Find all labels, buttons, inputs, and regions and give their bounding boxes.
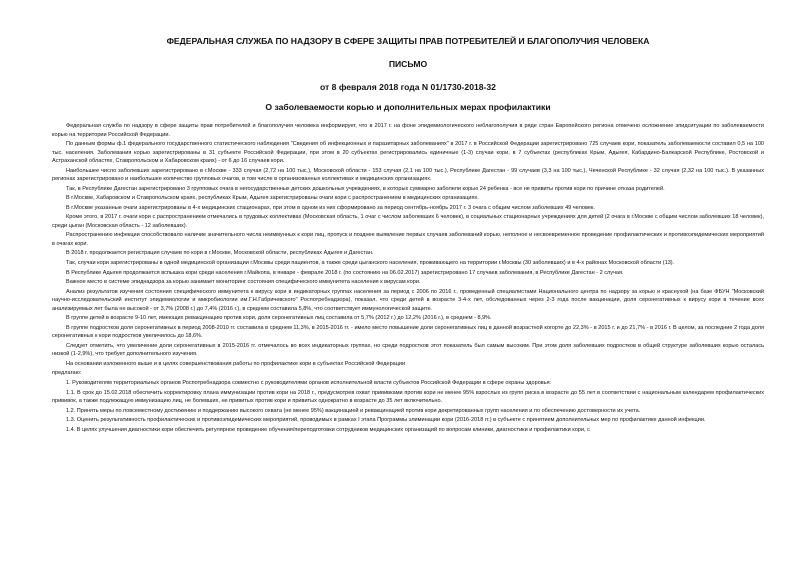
paragraph: В группе подростков доля серонегативных в период 2008-2010 гг. составила в среднем 11,3%, в 2015-2016 гг. - имело место повышение доли серонегативных лиц в данной возрастной когорте до 22,3% - в 2015 г. и до 21,7% - в 2016 г. В целом, за последние 2 года доля серонегативных к кори подростков увеличилось до 18,6%.: [52, 324, 764, 340]
paragraph: Распространению инфекции способствовало наличие значительного числа неиммунных к кори лиц, пропуск и позднее выявление первых случаев заболеваний корью, неполное и несвоевременное проведение профилактических и противоэпидемических мероприятий в очагах кори.: [52, 232, 764, 247]
paragraph: Так, в Республике Дагестан зарегистрировано 3 групповых очага в негосударственных детских дошкольных учреждениях, в которых суммарно заболели корью 24 ребенка - все не привиты против кори по причине отказа родителей.: [66, 185, 665, 192]
document-subject: О заболеваемости корью и дополнительных мерах профилактики: [265, 101, 551, 112]
agency-heading: ФЕДЕРАЛЬНАЯ СЛУЖБА ПО НАДЗОРУ В СФЕРЕ ЗАЩИТЫ ПРАВ ПОТРЕБИТЕЛЕЙ И БЛАГОПОЛУЧИЯ ЧЕЛОВЕКА: [166, 36, 650, 46]
paragraph: В 2018 г. продолжается регистрация случаев по кори в г.Москве, Московской области, республиках Адыгея и Дагестан.: [66, 250, 374, 257]
paragraph: 1.1. В срок до 15.02.2018 обеспечить корректировку плана иммунизации против кори на 2018 г., предусмотрев охват прививками против кори не менее 95% взрослых из групп риска в возрасте до 55 лет в соответствии с национальным календарем профилактических прививок, а также подлежащую иммунизацию лиц, не болевших, не привитых против кори и привитых однократно в возрасте до 35 лет включительно.: [52, 389, 764, 404]
paragraph: Наибольшее число заболевших зарегистрировано в г.Москве - 333 случая (2,72 на 100 тыс.), Московской области - 153 случая (2,1 на 100 тыс.), Республике Дагестан - 99 случаев (3,3 на 100 тыс.), Чеченской Республике - 32 случая (2,32 на 100 тыс.). В указанных регионах зарегистрировано и наибольшее количество групповых очагов, в том числе в организованных коллективах и медицинских организациях.: [52, 167, 764, 183]
paragraph: 1. Руководителям территориальных органов Роспотребнадзора совместно с руководителями органов исполнительной власти субъектов Российской Федерации в сфере охраны здоровья:: [66, 380, 552, 386]
paragraph: В г.Москве указанные очаги зарегистрированы в 4-х медицинских стационарах, при этом в одном из них сформировано за период сентябрь-ноябрь 2017 г. 3 очага с общим числом заболевших 49 человек.: [66, 204, 595, 211]
paragraph: Следует отметить, что увеличение доли серонегативных в 2015-2016 гг. отмечалось во всех индикаторных группах, но среди подростков этот показатель был самым высоким. При этом доля заболевших подростков в общей структуре заболевших корью осталась низкой (1-2,9%), что требует дополнительного изучения.: [52, 342, 764, 358]
paragraph: На основании изложенного выше и в целях совершенствования работы по профилактике кори в субъектах Российской Федерации: [66, 360, 406, 367]
paragraph: В Республике Адыгея продолжается вспышка кори среди населения г.Майкопа, в январе - феврале 2018 г. (по состоянию на 06.02.2017) зарегистрировано 17 случаев заболевания, в Республике Дагестан - 2 случая.: [66, 269, 624, 276]
paragraph: 1.3. Оценить результативность профилактических и противоэпидемических мероприятий, проводимых в рамках I этапа Программы элиминации кори (2016-2018 гг.) в субъекте с принятием дополнительных мер по профилактике данной инфекции.: [66, 417, 706, 424]
paragraph: Так, случаи кори зарегистрированы в одной медицинской организации г.Москвы среди пациентов, а также среди цыганского населения, проживающего на территории г.Москвы (30 заболевших) и в 4-х районах Московской области (13).: [66, 260, 675, 267]
paragraph: В г.Москве, Хабаровском и Ставропольском краях, республиках Крым, Адыгея зарегистрированы очаги кори с распространением в медицинских организациях.: [66, 195, 479, 202]
paragraph: предлагаю:: [52, 370, 82, 377]
document-type: ПИСЬМО: [388, 59, 428, 70]
paragraph: В группе детей в возрасте 9-10 лет, имеющих ревакцинацию против кори, доля серонегативных лиц составила от 5,7% (2012 г.) до 12,2% (2016 г.), в среднем - 8,9%.: [66, 315, 492, 322]
document-date-number: от 8 февраля 2018 года N 01/1730-2018-32: [320, 81, 496, 92]
paragraph: Кроме этого, в 2017 г. очаги кори с распространением отмечались в трудовых коллективах (Московская область, 1 очаг с числом заболевших 6 человек), в социальных стационарных учреждениях для детей (2 очага в г.Москве с общим числом заболевших 18 человек), среди цыган (Московская область - 12 заболевших).: [52, 214, 764, 229]
paragraph: Федеральная служба по надзору в сфере защиты прав потребителей и благополучия человека информирует, что в 2017 г. на фоне эпидемиологического неблагополучия в ряде стран Европейского региона отмечено осложнение эпидситуации по заболеваемости корью на территории Российской Федерации.: [52, 123, 764, 138]
letter-document: [52, 30, 764, 435]
paragraph: Важное место в системе эпиднадзора за корью занимает мониторинг состояния специфического иммунитета населения к вирусам кори.: [66, 279, 421, 286]
paragraph: 1.4. В целях улучшения диагностики кори обеспечить регулярное проведение обучения/переподготовки сотрудников медицинских организаций по вопросам клиники, диагностики и профилактики кори, с: [66, 426, 590, 433]
paragraph: 1.2. Принять меры по повсеместному достижению и поддержанию высокого охвата (не менее 95%) вакцинацией и ревакцинацией против кори декретированных групп населения и по обеспечению достоверности их учета.: [66, 407, 641, 414]
document-body: [52, 122, 764, 434]
paragraph: По данным формы ф.1 федерального государственного статистического наблюдения "Сведения об инфекционных и паразитарных заболеваниях" в 2017 г. в Российской Федерации зарегистрировано 725 случаев кори, показатель заболеваемости составил 0,5 на 100 тыс. населения. Заболевания корью зарегистрированы в 31 субъекте Российской Федерации, при этом в 20 субъектах регистрировались единичные (1-3) случаи кори, в 7 субъектах (республиках Крым, Адыгея, Кабардино-Балкарской Республике, Ростовской и Астраханской областях, Ставропольском и Хабаровском краях) - от 6 до 16 случаев кори.: [52, 141, 764, 165]
paragraph: Анализ результатов изучения состояния специфического иммунитета к вирусу кори в индикаторных группах населения за период с 2006 по 2016 г., проведенный специалистами Национального центра по надзору за корью и краснухой (на базе ФБУН "Московский научно-исследовательский институт эпидемиологии и микробиологии им.Г.Н.Габричевского" Роспотребнадзора), показал, что среди детей в возрасте 3-4-х лет, обследованных через 2-3 года после вакцинации, доля серонегативных к вирусу кори в течение всех анализируемых лет была не высокой - от 3,7% (2008 г.) до 7,4% (2016 г.), в среднем составила 5,8%, что соответствует иммунологической защите.: [52, 288, 764, 312]
